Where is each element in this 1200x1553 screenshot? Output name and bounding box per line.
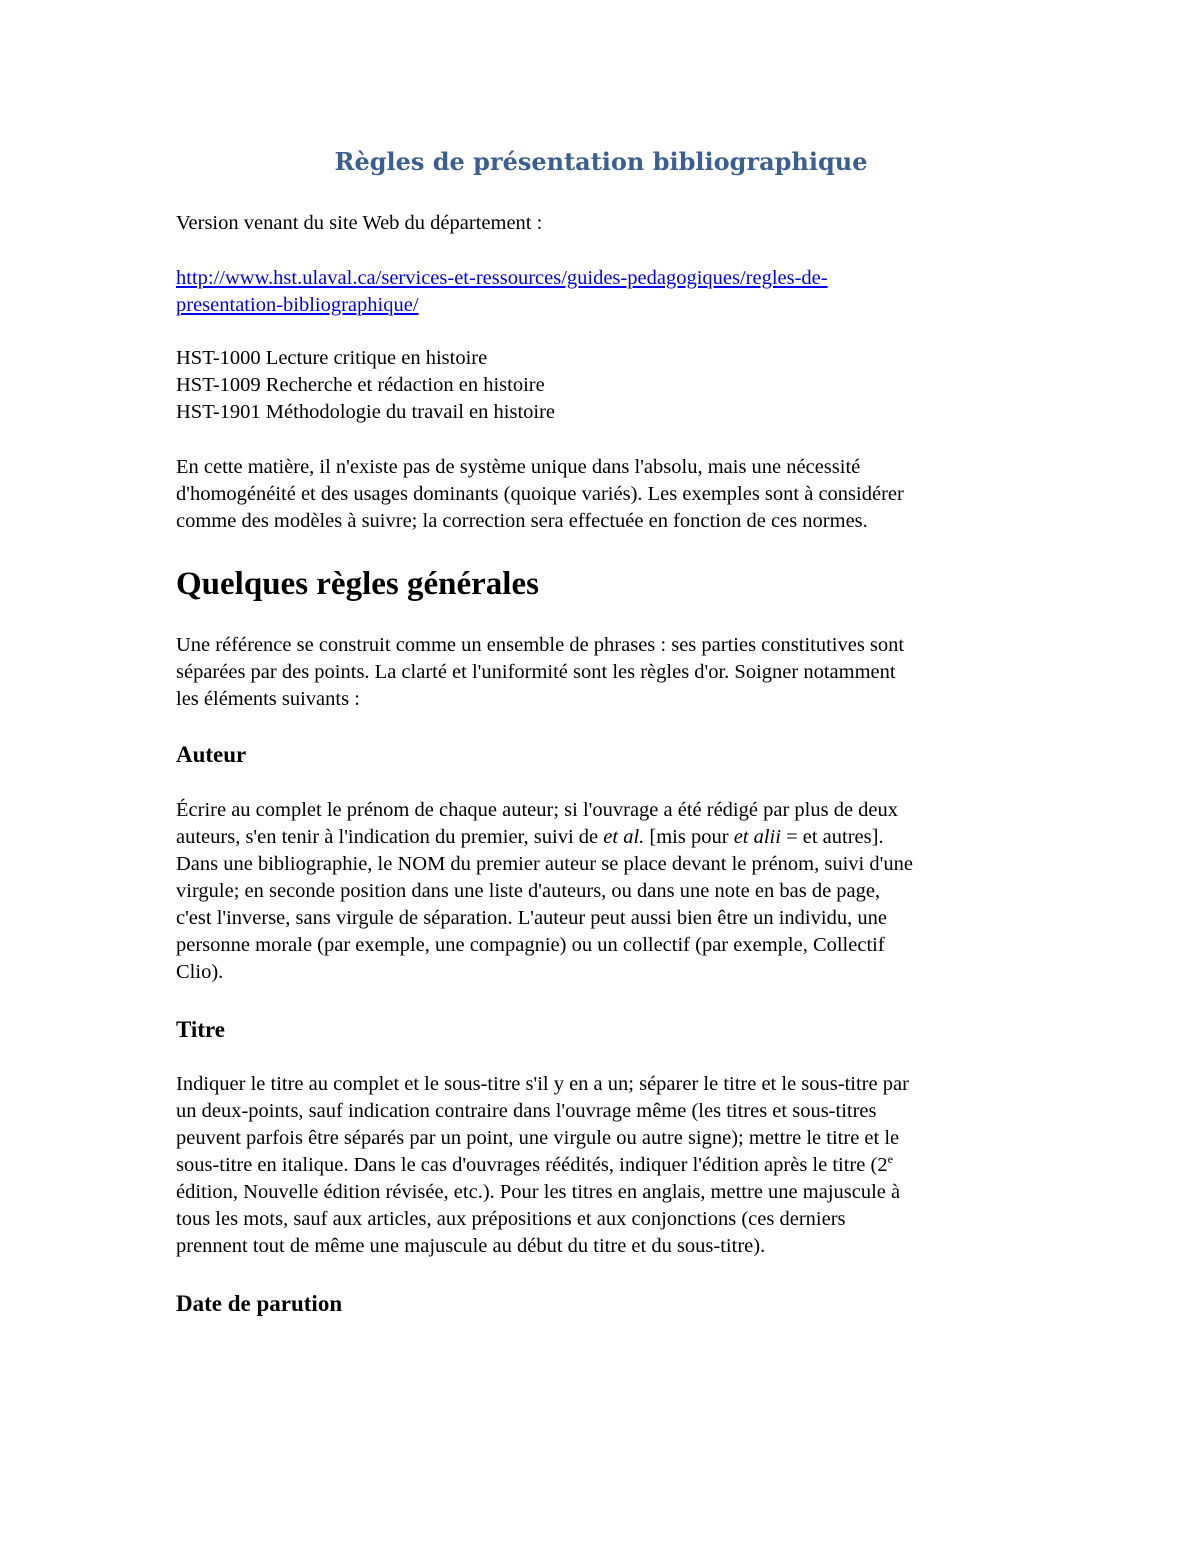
titre-line: édition, Nouvelle édition révisée, etc.). Pour les titres en anglais, mettre une majuscule à [176,1181,901,1203]
titre-paragraph [176,1071,1026,1260]
et-al-italic: et al. [603,826,645,848]
intro-line: En cette matière, il n'existe pas de système unique dans l'absolu, mais une nécessité [176,456,861,478]
auteur-line: Dans une bibliographie, le NOM du premier auteur se place devant le prénom, suivi d'une [176,853,913,875]
titre-line: Indiquer le titre au complet et le sous-titre s'il y en a un; séparer le titre et le sous-titre par [176,1073,909,1095]
auteur-line: Écrire au complet le prénom de chaque auteur; si l'ouvrage a été rédigé par plus de deux [176,799,899,821]
date-heading: Date de parution [176,1291,343,1316]
section-heading: Quelques règles générales [176,566,539,602]
titre-line: tous les mots, sauf aux articles, aux prépositions et aux conjonctions (ces derniers [176,1208,846,1230]
section-intro-paragraph [176,632,1026,713]
intro-line: d'homogénéité et des usages dominants (quoique variés). Les exemples sont à considérer [176,483,904,505]
source-label-block [176,210,1026,237]
et-alii-italic: et alii [733,826,781,848]
titre-heading: Titre [176,1017,225,1042]
intro-line: comme des modèles à suivre; la correction sera effectuée en fonction de ces normes. [176,510,868,532]
source-link-block[interactable] [176,265,1026,319]
section-intro-line: séparées par des points. La clarté et l'uniformité sont les règles d'or. Soigner notamment [176,661,896,683]
document-title: Règles de présentation bibliographique [334,147,868,176]
auteur-line: c'est l'inverse, sans virgule de séparation. L'auteur peut aussi bien être un individu, une [176,907,887,929]
auteur-line-with-italics: auteurs, s'en tenir à l'indication du premier, suivi de et al. [mis pour et alii = et autres]. [176,826,884,848]
source-link-line1[interactable]: http://www.hst.ulaval.ca/services-et-ressources/guides-pedagogiques/regles-de- [176,267,828,289]
titre-line: prennent tout de même une majuscule au début du titre et du sous-titre). [176,1235,766,1257]
auteur-heading: Auteur [176,742,247,767]
auteur-paragraph [176,797,1026,986]
auteur-line: Clio). [176,961,224,983]
intro-paragraph [176,454,1026,535]
edition-superscript: e [887,1152,893,1167]
course-list [176,345,1026,426]
titre-line-with-superscript: sous-titre en italique. Dans le cas d'ouvrages réédités, indiquer l'édition après le titre (2e [176,1152,893,1176]
auteur-line: virgule; en seconde position dans une liste d'auteurs, ou dans une note en bas de page, [176,880,881,902]
section-intro-line: Une référence se construit comme un ensemble de phrases : ses parties constitutives sont [176,634,905,656]
section-intro-line: les éléments suivants : [176,688,360,710]
auteur-line: personne morale (par exemple, une compagnie) ou un collectif (par exemple, Collectif [176,934,885,956]
course-item: HST-1009 Recherche et rédaction en histoire [176,374,545,396]
source-label: Version venant du site Web du département : [176,212,543,234]
course-item: HST-1901 Méthodologie du travail en histoire [176,401,556,423]
titre-line: peuvent parfois être séparés par un point, une virgule ou autre signe); mettre le titre et le [176,1127,900,1149]
course-item: HST-1000 Lecture critique en histoire [176,347,488,369]
titre-line: un deux-points, sauf indication contraire dans l'ouvrage même (les titres et sous-titres [176,1100,877,1122]
source-link-line2[interactable]: presentation-bibliographique/ [176,294,419,316]
